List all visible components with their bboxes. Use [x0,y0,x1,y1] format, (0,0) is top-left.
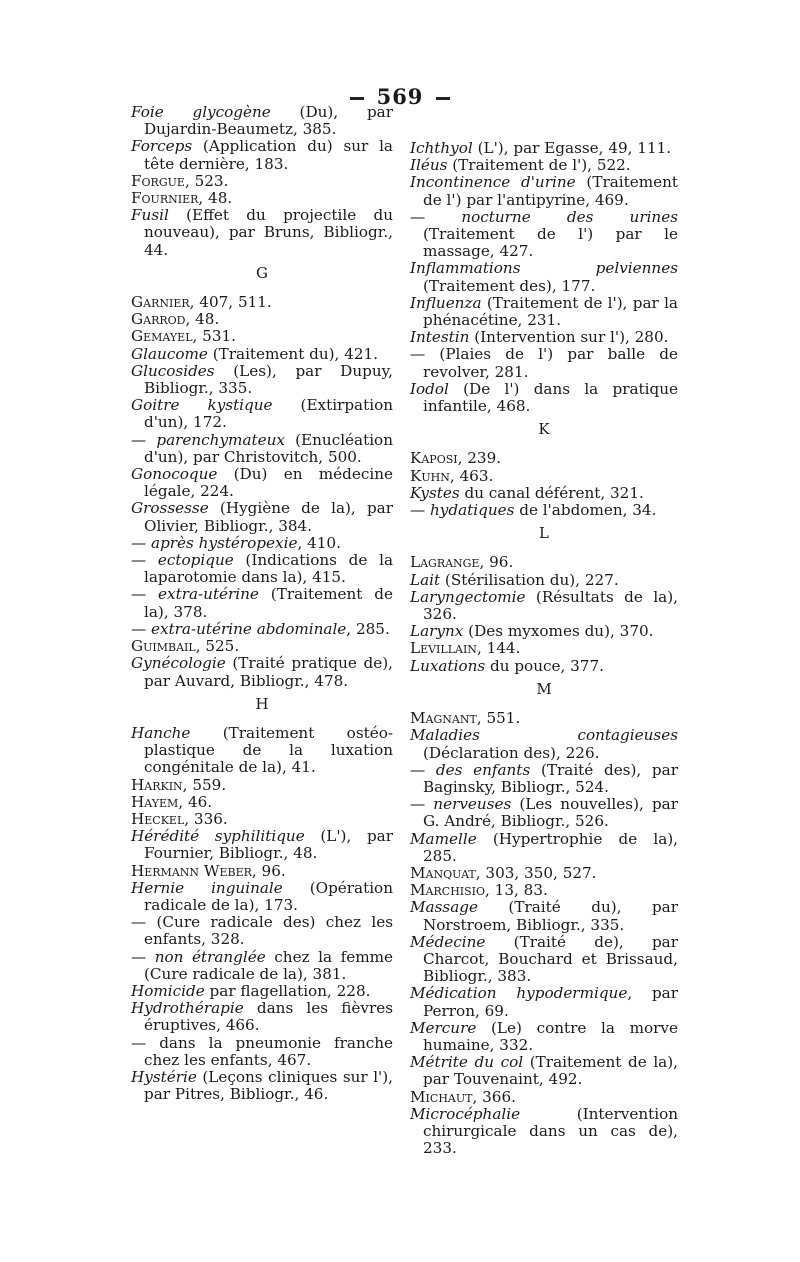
entry-term: — nerveuses [410,795,512,814]
entry-term: Hydrothérapie [131,999,244,1018]
entry-author: Heckel [131,809,185,828]
entry-reference: (Enucléation d'un), par Christovitch, 500. [144,430,393,466]
entry-term: — nocturne des urines [410,207,678,226]
index-entry [131,621,393,638]
entry-reference: — dans la pneumonie franche chez les enfants, 467. [131,1033,393,1069]
index-entry [131,638,393,655]
index-entry [410,882,678,899]
entry-term: Hystérie [131,1067,197,1086]
section-letter: L [539,524,549,543]
entry-reference: , 239. [457,449,502,468]
entry-reference: (L'), par Fournier, Bibliogr., 48. [144,827,393,863]
entry-term: Hernie inguinale [131,878,283,897]
entry-author: Manquat [410,863,476,882]
index-entry [131,1035,393,1069]
entry-term: Médecine [410,932,486,951]
entry-reference: — (Cure radicale des) chez les enfants, 328. [131,913,393,949]
entry-author: Garnier [131,293,190,312]
index-entry [131,725,393,777]
index-entry [410,260,678,294]
entry-term: Médication hypodermique [410,984,628,1003]
entry-reference: par flagellation, 228. [204,981,371,1000]
entry-reference: , 303, 350, 527. [475,863,597,882]
entry-term: Intestin [410,328,470,347]
entry-author: Magnant [410,709,477,728]
index-entry [131,432,393,466]
section-letter: G [256,263,268,282]
entry-reference: , 551. [476,709,521,728]
entry-reference: , 523. [184,171,229,190]
entry-term: Foie glycogène [131,103,271,121]
index-entry [131,1000,393,1034]
header-ornament-right [436,97,450,100]
entry-term: Grossesse [131,499,209,518]
entry-reference: , 525. [195,637,240,656]
index-entry [131,500,393,534]
entry-term: Luxations [410,656,486,675]
entry-reference: du canal déférent, 321. [459,483,644,502]
index-entry [131,880,393,914]
entry-reference: (Du), par Dujardin-Beaumetz, 385. [144,103,393,139]
entry-reference: (De l') dans la pratique infantile, 468. [423,379,678,416]
entry-reference: (Intervention sur l'), 280. [469,328,669,347]
index-entry [410,554,678,571]
index-entry [410,623,678,640]
entry-term: Influenza [410,293,482,312]
entry-term: Gynécologie [131,654,226,673]
entry-reference: (Traitement de la), 378. [144,585,393,621]
index-entry [410,710,678,727]
entry-term: Iléus [410,156,448,175]
entry-reference: (Les), par Dupuy, Bibliogr., 335. [144,361,393,398]
entry-term: — hydatiques [410,501,515,520]
index-entry [131,949,393,983]
index-entry [410,658,678,675]
index-column-left [131,104,393,1103]
entry-term: Lait [410,570,441,589]
entry-reference: , par Perron, 69. [423,984,678,1020]
entry-author: Kaposi [410,449,458,468]
entry-author: Lagrange [410,553,480,572]
index-entry [410,572,678,589]
entry-term: Iodol [410,379,449,398]
entry-reference: (Les nouvelles), par G. André, Bibliogr., 526. [423,795,678,831]
index-entry [410,329,678,346]
index-entry [410,209,678,261]
entry-term: — extra-utérine [131,585,259,604]
entry-reference: (Des myxomes du), 370. [463,622,654,641]
index-entry [410,381,678,415]
entry-reference: (Hygiène de la), par Olivier, Bibliogr., 384. [144,499,393,535]
entry-reference: (Traité des), par Baginsky, Bibliogr., 524. [423,760,678,796]
index-entry [131,294,393,311]
entry-term: Forceps [131,137,193,156]
index-entry [410,589,678,623]
index-entry [131,397,393,431]
entry-reference: de l'abdomen, 34. [514,501,657,520]
entry-term: Inflammations pelviennes [410,259,678,278]
column-spacer [410,116,678,128]
entry-term: Goitre kystique [131,396,273,415]
entry-reference: (Extirpation d'un), 172. [144,396,393,432]
entry-reference: , 96. [479,553,514,572]
index-entry [410,985,678,1019]
entry-reference: , 336. [184,809,228,828]
index-entry [410,1089,678,1106]
index-entry [131,104,393,138]
index-entry [410,762,678,796]
entry-author: Gemayel [131,327,193,346]
entry-reference: (Intervention chirurgicale dans un cas de), 233. [423,1104,678,1158]
entry-term: Kystes [410,483,460,502]
section-letter: H [255,694,269,713]
entry-author: Kuhn [410,466,450,485]
entry-reference: (Hypertrophie de la), 285. [423,829,678,865]
entry-author: Forgue [131,171,185,190]
entry-term: — après hystéropexie [131,533,298,552]
index-entry [131,863,393,880]
entry-term: Incontinence d'urine [410,173,576,192]
entry-reference: (Traitement ostéo-plastique de la luxation congénitale de la), 41. [144,723,393,777]
entry-term: Hérédité syphilitique [131,827,305,846]
index-entry [410,174,678,208]
entry-reference: (Traité pratique de), par Auvard, Bibliogr., 478. [144,654,393,690]
entry-term: Glucosides [131,361,215,380]
entry-reference: (Stérilisation du), 227. [440,570,619,589]
index-entry [131,173,393,190]
entry-term: — des enfants [410,760,531,779]
entry-author: Hayem [131,792,179,811]
entry-reference: (Traité de), par Charcot, Bouchard et Brissaud, Bibliogr., 383. [423,932,678,986]
entry-term: — ectopique [131,551,234,570]
index-entry [410,485,678,502]
entry-term: Mamelle [410,829,477,848]
entry-reference: (Effet du projectile du nouveau), par Bruns, Bibliogr., 44. [144,206,393,259]
entry-term: Microcéphalie [410,1104,521,1123]
index-entry [131,777,393,794]
index-entry [131,138,393,172]
page-number: 569 [376,84,424,109]
entry-term: — parenchymateux [131,430,285,449]
entry-author: Guimbail [131,637,196,656]
entry-reference: , 48. [198,189,233,208]
index-entry [131,328,393,345]
column-spacer [410,104,678,116]
entry-term: — non étranglée [131,947,266,966]
entry-author: Fournier [131,189,199,208]
entry-reference: (Traitement du), 421. [207,344,379,363]
index-entry [131,311,393,328]
entry-term: Massage [410,898,478,917]
index-entry [131,828,393,862]
entry-reference: , 96. [251,861,286,880]
entry-reference: (Traitement des), 177. [423,276,596,295]
index-entry [131,655,393,689]
entry-term: Glaucome [131,344,208,363]
entry-reference: (Du) en médecine légale, 224. [144,465,393,501]
entry-reference: , 366. [472,1087,516,1106]
entry-reference: , 410. [297,533,341,552]
index-entry [131,811,393,828]
header-ornament-left [350,97,364,100]
entry-reference: du pouce, 377. [485,656,604,675]
index-entry [131,983,393,1000]
entry-author: Harkin [131,775,183,794]
entry-reference: , 407, 511. [189,293,272,312]
entry-term: Laryngectomie [410,587,526,606]
entry-reference: (Traitement de l'), par la phénacétine, 231. [423,293,678,330]
index-entry [410,502,678,519]
index-entry [410,727,678,761]
entry-reference: , 285. [346,619,390,638]
index-entry [410,831,678,865]
entry-reference: , 559. [182,775,227,794]
index-entry [410,640,678,657]
index-entry [410,934,678,986]
entry-reference: (Traitement de l'), 522. [447,156,631,175]
entry-reference: (Application du) sur la tête dernière, 183. [144,137,393,173]
entry-term: Métrite du col [410,1053,524,1072]
entry-term: Maladies contagieuses [410,726,678,745]
index-entry [410,450,678,467]
index-entry [131,1069,393,1103]
index-entry [410,865,678,882]
entry-reference: (Traitement de l') par le massage, 427. [423,225,678,261]
entry-term: — extra-utérine abdominale [131,619,347,638]
entry-reference: , 531. [192,327,237,346]
index-entry [131,535,393,552]
index-entry [410,346,678,380]
entry-reference: (Déclaration des), 226. [423,743,600,762]
index-entry [131,207,393,259]
entry-term: Ichthyol [410,139,473,157]
entry-reference: (Traité du), par Norstroem, Bibliogr., 335. [423,898,678,934]
index-entry [410,899,678,933]
entry-reference: (Le) contre la morve humaine, 332. [423,1018,678,1054]
index-entry [131,363,393,397]
entry-term: Larynx [410,622,464,641]
entry-reference: (Leçons cliniques sur l'), par Pitres, Bibliogr., 46. [144,1067,393,1104]
entry-author: Garrod [131,310,186,329]
entry-reference: (Traitement de l') par l'antipyrine, 469. [423,173,678,209]
index-entry [131,190,393,207]
entry-term: Fusil [131,206,169,225]
entry-reference: (L'), par Egasse, 49, 111. [472,139,672,157]
entry-term: Hanche [131,723,191,742]
index-entry [410,140,678,157]
index-entry [131,552,393,586]
index-entry [410,1106,678,1158]
index-entry [410,157,678,174]
entry-term: Homicide [131,981,205,1000]
entry-reference: chez la femme (Cure radicale de la), 381. [144,947,393,983]
index-entry [131,346,393,363]
entry-reference: (Traitement de la), par Touvenaint, 492. [423,1053,678,1089]
entry-author: Hermann Weber [131,861,252,880]
index-entry [131,914,393,948]
index-entry [410,1054,678,1088]
index-entry [410,468,678,485]
entry-reference: , 463. [449,466,494,485]
index-entry [131,794,393,811]
index-entry [410,796,678,830]
index-column-right [410,104,678,1157]
entry-reference: , 48. [185,310,220,329]
entry-reference: , 144. [476,639,521,658]
entry-reference: (Indications de la laparotomie dans la), 415. [144,551,393,587]
page-header [0,84,800,109]
entry-author: Marchisio [410,881,486,900]
index-entry [131,466,393,500]
entry-author: Michaut [410,1087,473,1106]
index-entry [131,586,393,620]
entry-reference: — (Plaies de l') par balle de revolver, 281. [410,345,678,381]
entry-reference: (Opération radicale de la), 173. [144,878,393,914]
entry-reference: (Résultats de la), 326. [423,587,678,624]
entry-reference: , 13, 83. [485,881,548,900]
entry-reference: , 46. [178,792,213,811]
entry-term: Gonocoque [131,465,218,484]
entry-reference: dans les fièvres éruptives, 466. [144,999,393,1035]
section-letter: K [538,420,550,439]
index-entry [410,295,678,329]
entry-term: Mercure [410,1018,477,1037]
section-letter: M [536,679,552,698]
index-entry [410,1020,678,1054]
entry-author: Levillain [410,639,477,658]
